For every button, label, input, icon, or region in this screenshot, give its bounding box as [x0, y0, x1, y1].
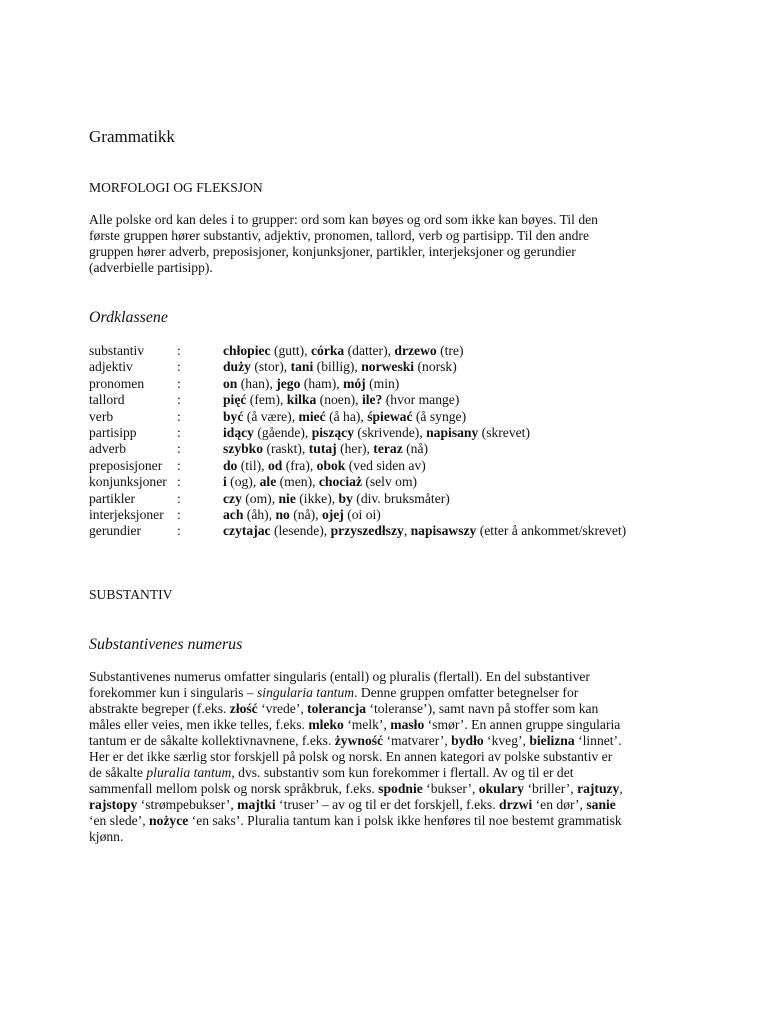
translation: (å være), — [243, 408, 299, 424]
separator-colon: : — [177, 343, 181, 358]
translation: (nå), — [289, 506, 322, 522]
polish-word: rajtuzy — [577, 781, 620, 796]
translation: (om), — [241, 490, 279, 506]
polish-word: ach — [223, 506, 244, 522]
translation: (tre) — [436, 343, 464, 358]
separator-colon: : — [177, 506, 181, 522]
text-run: ‘vrede’, — [257, 701, 308, 716]
text-run: ‘en saks’. Pluralia tantum kan i polsk ikke henføres til noe bestemt grammatisk — [188, 813, 622, 828]
polish-word: ile? — [361, 392, 383, 408]
translation: , — [403, 523, 411, 539]
word-class-row — [89, 425, 626, 441]
word-class-row — [89, 343, 626, 359]
numerus-paragraph — [89, 669, 689, 845]
translation: (oi oi) — [343, 506, 381, 522]
polish-word: chociaż — [318, 474, 362, 490]
translation: (etter å ankommet/skrevet) — [476, 523, 627, 539]
word-class-term: tallord — [89, 392, 125, 408]
word-class-row — [89, 441, 626, 457]
polish-word: do — [223, 457, 238, 473]
translation: (ikke), — [295, 490, 339, 506]
polish-word: piszący — [311, 424, 355, 440]
word-class-term: konjunksjoner — [89, 474, 167, 490]
polish-word: bielizna — [529, 733, 575, 748]
polish-word: czy — [223, 490, 242, 506]
translation: (åh), — [243, 506, 276, 522]
word-class-row — [89, 359, 626, 375]
text-run: Her er det ikke særlig stor forskjell på polsk og norsk. En annen kategori av polske substantiv er — [89, 749, 613, 764]
polish-word: śpiewać — [367, 408, 413, 424]
latin-term: singularia tantum — [257, 685, 355, 700]
word-class-term: adjektiv — [89, 359, 133, 375]
text-line — [89, 749, 689, 765]
text-run: ‘linnet’. — [574, 733, 622, 748]
translation: (fra), — [282, 457, 317, 473]
translation: (nå) — [402, 441, 429, 457]
text-line: gruppen hører adverb, preposisjoner, konjunksjoner, partikler, interjeksjoner og gerundier — [89, 244, 576, 259]
text-run: forekommer kun i singularis – — [89, 685, 258, 700]
separator-colon: : — [177, 424, 181, 440]
document-title: Grammatikk — [89, 127, 175, 146]
polish-word: córka — [310, 343, 345, 358]
word-class-term: preposisjoner — [89, 457, 163, 473]
polish-word: nożyce — [149, 813, 189, 828]
text-run: ‘en slede’, — [89, 813, 150, 828]
text-run: ‘matvarer’, — [383, 733, 452, 748]
separator-colon: : — [177, 359, 181, 375]
translation: (gutt), — [270, 343, 311, 358]
polish-word: napisawszy — [410, 523, 477, 539]
polish-word: przyszedłszy — [330, 523, 404, 539]
text-run: ‘smør’. En annen gruppe singularia — [424, 717, 621, 732]
word-class-examples — [223, 343, 626, 359]
text-run: abstrakte begreper (f.eks. — [89, 701, 230, 716]
word-class-examples — [223, 441, 626, 457]
text-run: , dvs. substantiv som kun forekommer i flertall. Av og til er det — [231, 765, 574, 780]
text-line — [89, 717, 689, 733]
translation: (men), — [276, 474, 319, 490]
polish-word: ale — [259, 474, 277, 490]
word-class-examples — [223, 523, 626, 539]
separator-colon: : — [177, 441, 181, 457]
text-run: ‘truser’ – av og til er det forskjell, f.eks. — [275, 797, 500, 812]
translation: (å ha), — [325, 408, 368, 424]
polish-word: tani — [290, 359, 314, 375]
translation: (skrevet) — [478, 424, 530, 440]
word-class-row — [89, 409, 626, 425]
translation: (til), — [237, 457, 268, 473]
polish-word: by — [338, 490, 353, 506]
translation: (min) — [365, 375, 400, 391]
word-class-examples — [223, 425, 626, 441]
text-run: ‘kveg’, — [483, 733, 530, 748]
word-class-examples — [223, 491, 626, 507]
translation: (her), — [336, 441, 374, 457]
polish-word: mieć — [298, 408, 326, 424]
word-class-term: pronomen — [89, 375, 145, 391]
polish-word: złość — [229, 701, 258, 716]
text-run: sammenfall mellom polsk og norsk språkbruk, f.eks. — [89, 781, 379, 796]
text-line — [89, 797, 689, 813]
word-class-row — [89, 458, 626, 474]
subheading-numerus: Substantivenes numerus — [89, 636, 243, 653]
text-run: ‘en dør’, — [532, 797, 587, 812]
polish-word: spodnie — [378, 781, 423, 796]
polish-word: czytajac — [223, 523, 271, 539]
text-line — [89, 669, 689, 685]
polish-word: i — [223, 474, 227, 490]
polish-word: ojej — [321, 506, 344, 522]
translation: (norsk) — [414, 359, 457, 375]
polish-word: być — [223, 408, 244, 424]
text-run: Substantivenes numerus omfatter singularis (entall) og pluralis (flertall). En del substantiver — [89, 669, 590, 684]
polish-word: drzewo — [394, 343, 437, 358]
polish-word: on — [223, 375, 238, 391]
translation: (og), — [226, 474, 260, 490]
word-class-table — [89, 343, 626, 540]
polish-word: napisany — [426, 424, 479, 440]
separator-colon: : — [177, 375, 181, 391]
translation: (skrivende), — [354, 424, 427, 440]
separator-colon: : — [177, 392, 181, 408]
word-class-row — [89, 491, 626, 507]
word-class-examples — [223, 458, 626, 474]
separator-colon: : — [177, 474, 181, 490]
translation: (ham), — [300, 375, 344, 391]
translation: (billig), — [313, 359, 362, 375]
polish-word: no — [275, 506, 290, 522]
polish-word: okulary — [478, 781, 525, 796]
translation: (ved siden av) — [345, 457, 426, 473]
section-heading-morfologi: MORFOLOGI OG FLEKSJON — [89, 180, 263, 195]
translation: (div. bruksmåter) — [352, 490, 450, 506]
text-run: ‘toleranse’), samt navn på stoffer som kan — [366, 701, 599, 716]
text-line — [89, 813, 689, 829]
word-class-term: partikler — [89, 490, 136, 506]
polish-word: tolerancja — [307, 701, 367, 716]
separator-colon: : — [177, 523, 181, 539]
polish-word: tutaj — [308, 441, 337, 457]
word-class-row — [89, 392, 626, 408]
text-line: første gruppen hører substantiv, adjektiv, pronomen, tallord, verb og partisipp. Til den andre — [89, 228, 589, 243]
word-class-examples — [223, 507, 626, 523]
word-class-examples — [223, 392, 626, 408]
text-line — [89, 829, 689, 845]
text-run: kjønn. — [89, 829, 124, 844]
word-class-term: gerundier — [89, 523, 142, 539]
text-line — [89, 733, 689, 749]
text-run: . Denne gruppen omfatter betegnelser for — [354, 685, 579, 700]
section-heading-substantiv: SUBSTANTIV — [89, 587, 173, 602]
translation: (stor), — [250, 359, 291, 375]
polish-word: nie — [278, 490, 296, 506]
word-class-term: substantiv — [89, 343, 145, 358]
translation: (datter), — [344, 343, 395, 358]
subheading-ordklassene: Ordklassene — [89, 309, 168, 326]
translation: (å synge) — [412, 408, 467, 424]
word-class-term: verb — [89, 408, 114, 424]
text-line: (adverbielle partisipp). — [89, 260, 213, 275]
text-run: ‘melk’, — [343, 717, 391, 732]
word-class-examples — [223, 376, 626, 392]
text-run: ‘bukser’, — [422, 781, 479, 796]
translation: (hvor mange) — [382, 392, 460, 408]
polish-word: majtki — [237, 797, 276, 812]
text-run: ‘briller’, — [524, 781, 578, 796]
translation: (raskt), — [263, 441, 309, 457]
text-run: , — [619, 781, 623, 796]
word-class-term: interjeksjoner — [89, 506, 164, 522]
polish-word: pięć — [223, 392, 247, 408]
text-line — [89, 781, 689, 797]
text-run: ‘strømpebukser’, — [137, 797, 238, 812]
word-class-row — [89, 474, 626, 490]
translation: (fem), — [246, 392, 287, 408]
text-line — [89, 701, 689, 717]
word-class-row — [89, 507, 626, 523]
polish-word: szybko — [223, 441, 264, 457]
word-class-term: partisipp — [89, 424, 137, 440]
polish-word: od — [267, 457, 283, 473]
polish-word: rajstopy — [89, 797, 138, 812]
polish-word: kilka — [286, 392, 317, 408]
polish-word: sanie — [586, 797, 616, 812]
polish-word: drzwi — [499, 797, 533, 812]
polish-word: obok — [316, 457, 346, 473]
polish-word: mleko — [308, 717, 344, 732]
separator-colon: : — [177, 408, 181, 424]
word-class-examples — [223, 409, 626, 425]
polish-word: duży — [223, 359, 251, 375]
translation: (gående), — [253, 424, 312, 440]
word-class-row — [89, 523, 626, 539]
polish-word: teraz — [373, 441, 403, 457]
polish-word: chłopiec — [223, 343, 271, 358]
translation: (noen), — [316, 392, 362, 408]
polish-word: norweski — [361, 359, 415, 375]
polish-word: masło — [390, 717, 425, 732]
polish-word: bydło — [451, 733, 484, 748]
intro-paragraph — [89, 212, 689, 276]
separator-colon: : — [177, 490, 181, 506]
text-run: måles eller veies, men ikke telles, f.eks. — [89, 717, 309, 732]
word-class-term: adverb — [89, 441, 126, 457]
latin-term: pluralia tantum — [146, 765, 232, 780]
polish-word: żywność — [334, 733, 384, 748]
separator-colon: : — [177, 457, 181, 473]
word-class-examples — [223, 359, 626, 375]
translation: (han), — [237, 375, 277, 391]
translation: (lesende), — [270, 523, 331, 539]
text-line: Alle polske ord kan deles i to grupper: ord som kan bøyes og ord som ikke kan bøyes. Til den — [89, 212, 598, 227]
text-line — [89, 685, 689, 701]
text-run: tantum er de såkalte kollektivnavnene, f.eks. — [89, 733, 335, 748]
text-run: de såkalte — [89, 765, 147, 780]
polish-word: mój — [343, 375, 366, 391]
word-class-row — [89, 376, 626, 392]
polish-word: idący — [223, 424, 254, 440]
polish-word: jego — [276, 375, 301, 391]
text-line — [89, 765, 689, 781]
word-class-examples — [223, 474, 626, 490]
translation: (selv om) — [361, 474, 418, 490]
